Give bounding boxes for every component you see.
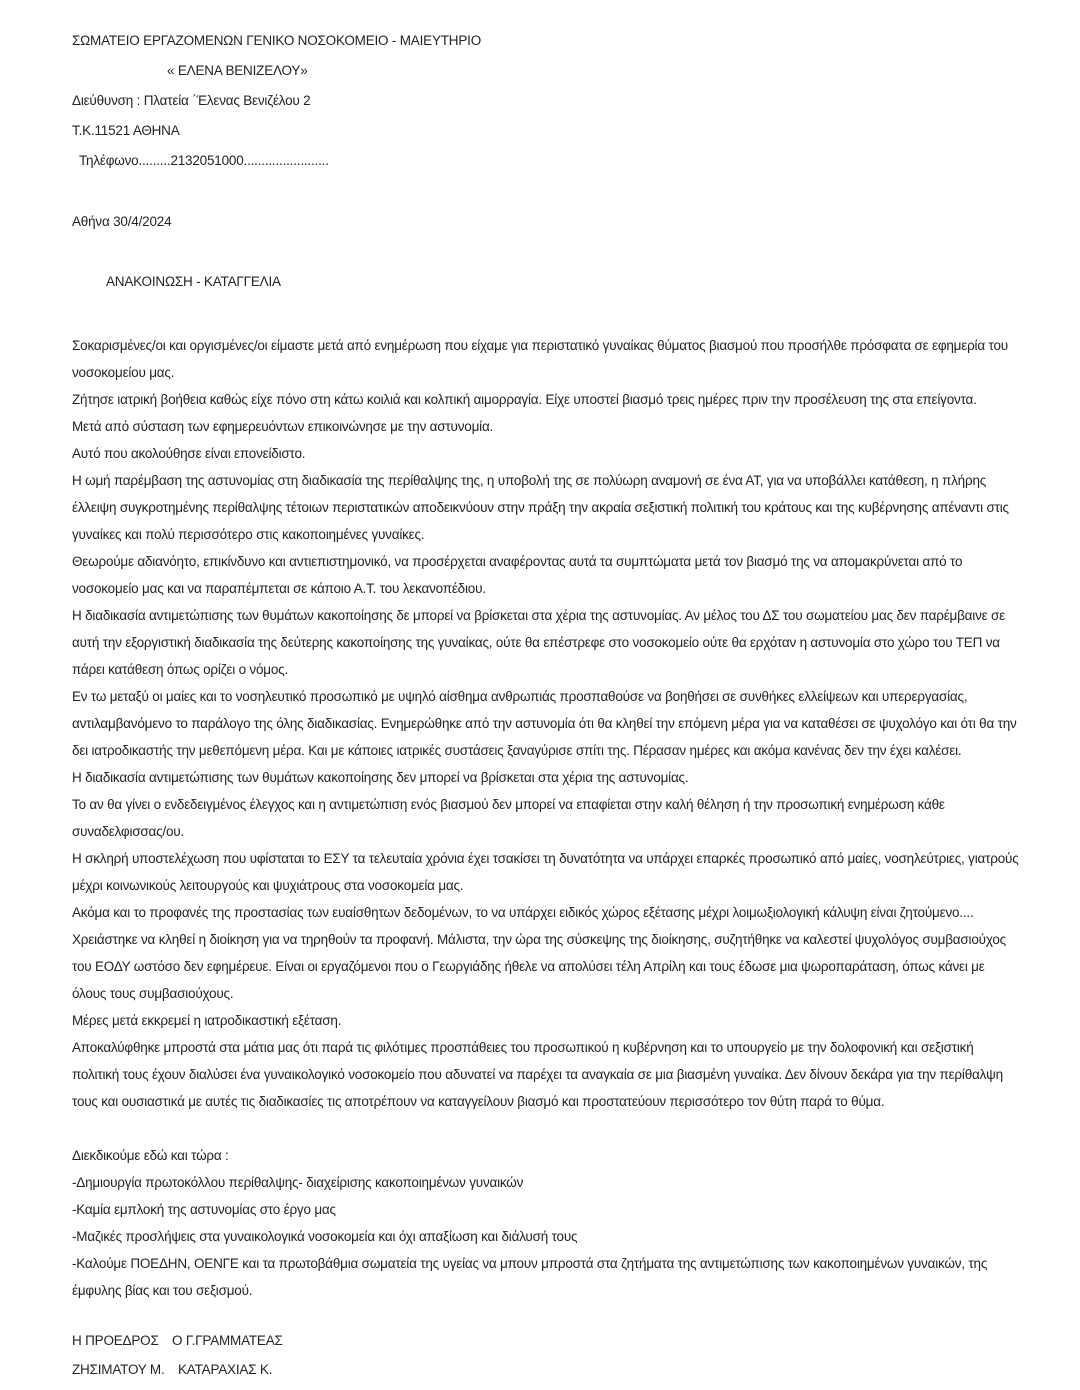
body-paragraph: Σοκαρισμένες/οι και οργισμένες/οι είμαστε μετά από ενημέρωση που είχαμε για περιστατικό γυναίκας θύματος βιασμού που προσήλθε πρόσφατα σε εφημερία του νοσοκομείου μας. [72, 338, 1008, 380]
body-paragraph: Το αν θα γίνει ο ενδεδειγμένος έλεγχος και η αντιμετώπιση ενός βιασμού δεν μπορεί να επαφίεται στην καλή θέληση ή την προσωπική ενημέρωση κάθε συναδελφισσας/ου. [72, 797, 945, 839]
address-line: Διεύθυνση : Πλατεία ΄Έλενας Βενιζέλου 2 [72, 93, 311, 108]
postal-line: Τ.Κ.11521 ΑΘΗΝΑ [72, 123, 180, 138]
org-name-line: ΣΩΜΑΤΕΙΟ ΕΡΓΑΖΟΜΕΝΩΝ ΓΕΝΙΚΟ ΝΟΣΟΚΟΜΕΙΟ - ΜΑΙΕΥΤΗΡΙΟ [72, 33, 482, 48]
body-paragraph: Αυτό που ακολούθησε είναι επονείδιστο. [72, 446, 306, 461]
signature-role: Ο Γ.ΓΡΑΜΜΑΤΕΑΣ [172, 1333, 283, 1348]
demand-item: -Δημιουργία πρωτοκόλλου περίθαλψης- διαχείρισης κακοποιημένων γυναικών [72, 1175, 524, 1190]
body-paragraph: Η σκληρή υποστελέχωση που υφίσταται το ΕΣΥ τα τελευταία χρόνια έχει τσακίσει τη δυνατότητα να υπάρχει επαρκές προσωπικό από μαίες, νοσηλεύτριες, γιατρούς μέχρι κοινωνικούς λειτουργούς και ψυχιάτρους στα νοσοκομεία μας. [72, 851, 1019, 893]
date-line: Αθήνα 30/4/2024 [72, 214, 172, 229]
body-paragraph: Θεωρούμε αδιανόητο, επικίνδυνο και αντιεπιστημονικό, να προσέρχεται αναφέροντας αυτά τα συμπτώματα μετά τον βιασμό της να απομακρύνεται από το νοσοκομείο μας και να παραπέμπεται σε κάποιο Α.Τ. του λεκανοπέδιου. [72, 554, 963, 596]
demand-item: -Καλούμε ΠΟΕΔΗΝ, ΟΕΝΓΕ και τα πρωτοβάθμια σωματεία της υγείας να μπουν μπροστά στα ζητήματα της αντιμετώπισης των κακοποιημένων γυναικών, της έμφυλης βίας και του σεξισμού. [72, 1256, 988, 1298]
signature-name: ΚΑΤΑΡΑΧΙΑΣ Κ. [178, 1362, 273, 1377]
document-title: ΑΝΑΚΟΙΝΩΣΗ - ΚΑΤΑΓΓΕΛΙΑ [106, 274, 281, 289]
signature-name: ΖΗΣΙΜΑΤΟΥ Μ. [72, 1362, 165, 1377]
org-subname-line: « ΕΛΕΝΑ ΒΕΝΙΖΕΛΟΥ» [167, 63, 308, 78]
demands-section [72, 1142, 1020, 1304]
body-paragraph: Η διαδικασία αντιμετώπισης των θυμάτων κακοποίησης δεν μπορεί να βρίσκεται στα χέρια της αστυνομίας. [72, 770, 689, 785]
letterhead [72, 26, 1020, 176]
signature-block [72, 1326, 1020, 1384]
body-paragraph: Μετά από σύσταση των εφημερευόντων επικοινώνησε με την αστυνομία. [72, 419, 494, 434]
body-paragraph: Ζήτησε ιατρική βοήθεια καθώς είχε πόνο στη κάτω κοιλιά και κολπική αιμορραγία. Είχε υποστεί βιασμό τρεις ημέρες πριν την προσέλευση της στα επείγοντα. [72, 392, 977, 407]
demands-intro: Διεκδικούμε εδώ και τώρα : [72, 1148, 229, 1163]
body-paragraph: Αποκαλύφθηκε μπροστά στα μάτια μας ότι παρά τις φιλότιμες προσπάθειες του προσωπικού η κυβέρνηση και το υπουργείο με την δολοφονική και σεξιστική πολιτική τους έχουν διαλύσει ένα γυναικολογικό νοσοκομείο που αδυνατεί να παρέχει τα αναγκαία σε μια βιασμένη γυναίκα. Δεν δίνουν δεκάρα για την περίθαλψη τους και ουσιαστικά με αυτές τις διαδικασίες τις αποτρέπουν να καταγγείλουν βιασμό και προστατεύουν περισσότερο τον θύτη παρά το θύμα. [72, 1040, 1003, 1109]
body-paragraph: Χρειάστηκε να κληθεί η διοίκηση για να τηρηθούν τα προφανή. Μάλιστα, την ώρα της σύσκεψης της διοίκησης, συζητήθηκε να καλεστεί ψυχολόγος συμβασιούχος του ΕΟΔΥ ωστόσο δεν εφημέρευε. Είναι οι εργαζόμενοι που ο Γεωργιάδης ήθελε να απολύσει τέλη Απρίλη και τους έδωσε μια ψωροπαράταση, όπως κάνει με όλους τους συμβασιούχους. [72, 932, 1006, 1001]
phone-line: Τηλέφωνο.........2132051000........................ [79, 153, 329, 168]
body-paragraph: Εν τω μεταξύ οι μαίες και το νοσηλευτικό προσωπικό με υψηλό αίσθημα ανθρωπιάς προσπαθούσε να βοηθήσει σε συνθήκες ελλείψεων και υπερεργασίας, αντιλαμβανόμενο το παράλογο της όλης διαδικασίας. Ενημερώθηκε από την αστυνομία ότι θα κληθεί την επόμενη μέρα για να καταθέσει σε ψυχολόγο και ότι θα την δει ιατροδικαστής την μεθεπόμενη μέρα. Και με κάποιες ιατρικές συστάσεις ξαναγύρισε σπίτι της. Πέρασαν ημέρες και ακόμα κανένας δεν την έχει καλέσει. [72, 689, 1017, 758]
body-paragraph: Ακόμα και το προφανές της προστασίας των ευαίσθητων δεδομένων, το να υπάρχει ειδικός χώρος εξέτασης μέχρι λοιμωξιολογική κάλυψη είναι ζητούμενο.... [72, 905, 974, 920]
body-paragraph: Η ωμή παρέμβαση της αστυνομίας στη διαδικασία της περίθαλψης της, η υποβολή της σε πολύωρη αναμονή σε ένα ΑΤ, για να υποβάλλει κατάθεση, η πλήρης έλλειψη συγκροτημένης περίθαλψης τέτοιων περιστατικών αποδεικνύουν στην πράξη την ακραία σεξιστική πολιτική του κράτους και της κυβέρνησης απέναντι στις γυναίκες και πολύ περισσότερο στις κακοποιημένες γυναίκες. [72, 473, 1009, 542]
signature-names-row [72, 1355, 1020, 1384]
demand-item: -Καμία εμπλοκή της αστυνομίας στο έργο μας [72, 1202, 336, 1217]
signature-roles-row [72, 1326, 1020, 1355]
signature-role: Η ΠΡΟΕΔΡΟΣ [72, 1333, 159, 1348]
body-paragraph: Μέρες μετά εκκρεμεί η ιατροδικαστική εξέταση. [72, 1013, 342, 1028]
letter-body [72, 332, 1020, 1115]
demand-item: -Μαζικές προσλήψεις στα γυναικολογικά νοσοκομεία και όχι απαξίωση και διάλυσή τους [72, 1229, 578, 1244]
body-paragraph: Η διαδικασία αντιμετώπισης των θυμάτων κακοποίησης δε μπορεί να βρίσκεται στα χέρια της αστυνομίας. Αν μέλος του ΔΣ του σωματείου μας δεν παρέμβαινε σε αυτή την εξοργιστική διαδικασία της δεύτερης κακοποίησης της γυναίκας, ούτε θα επέστρεφε στο νοσοκομείο ούτε θα ερχόταν η αστυνομία στο χώρο του ΤΕΠ να πάρει κατάθεση όπως ορίζει ο νόμος. [72, 608, 1005, 677]
